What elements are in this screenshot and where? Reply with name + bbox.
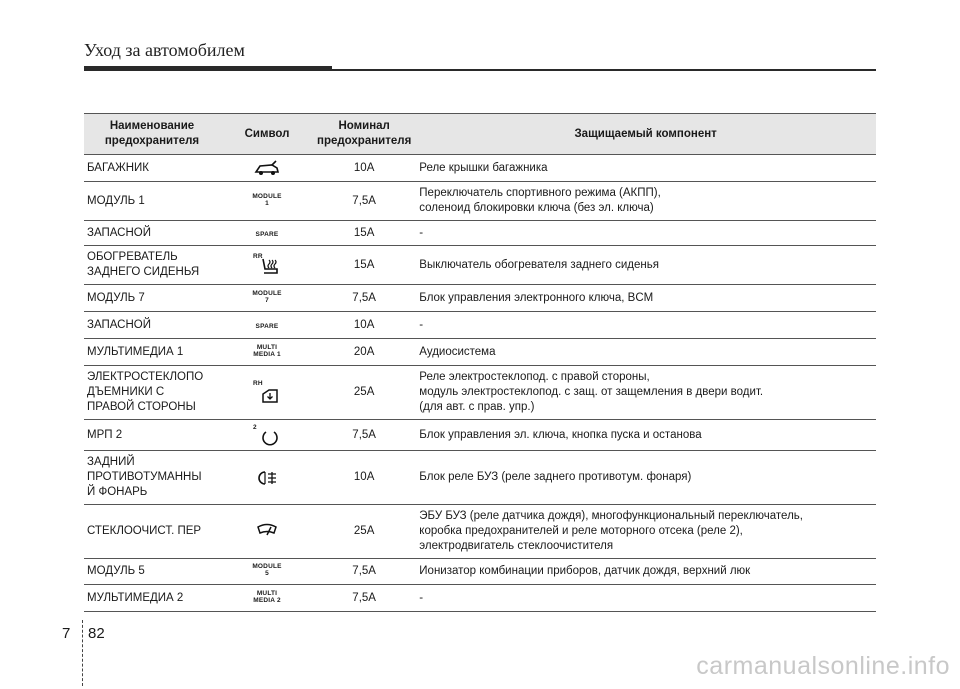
- table-row: [84, 285, 876, 312]
- fuse-rating: 15А: [313, 246, 415, 285]
- fuse-rating: 7,5А: [313, 420, 415, 451]
- table-row: [84, 155, 876, 182]
- table-row: [84, 505, 876, 559]
- fuse-symbol-label: RR: [253, 253, 263, 260]
- fuse-symbol: [221, 451, 313, 505]
- fuse-symbol-label: MODULE 5: [252, 563, 282, 577]
- table-header-row: [84, 114, 876, 155]
- seat-heater-icon: [259, 257, 281, 277]
- fuse-symbol-label: MODULE 7: [252, 289, 282, 304]
- fuse-component: Переключатель спортивного режима (АКПП), соленоид блокировки ключа (без эл. ключа): [415, 182, 876, 221]
- header-bar-thick: [84, 66, 332, 71]
- fuse-rating: 7,5А: [313, 559, 415, 585]
- fuse-component: Блок управления эл. ключа, кнопка пуска и останова: [415, 420, 876, 451]
- table-row: [84, 420, 876, 451]
- header-rule: [332, 69, 876, 71]
- fuse-component: Аудиосистема: [415, 339, 876, 366]
- fuse-rating: 7,5А: [313, 182, 415, 221]
- fuse-rating: 25А: [313, 366, 415, 420]
- fuse-rating: 15А: [313, 221, 415, 246]
- trunk-icon: [252, 159, 282, 177]
- table-row: [84, 246, 876, 285]
- fuse-component: ЭБУ БУЗ (реле датчика дождя), многофункциональный переключатель, коробка предохранителей и реле моторного отсека (реле 2), электродвигатель стеклоочистителя: [415, 505, 876, 559]
- fuse-name: ЭЛЕКТРОСТЕКЛОПО ДЪЕМНИКИ С ПРАВОЙ СТОРОНЫ: [84, 366, 221, 420]
- fuse-symbol: [221, 585, 313, 612]
- footer-divider: [82, 620, 84, 686]
- table-row: [84, 221, 876, 246]
- fuse-symbol: [221, 246, 313, 285]
- fuse-symbol: [221, 559, 313, 585]
- fuse-symbol: [221, 155, 313, 182]
- fuse-symbol: [221, 182, 313, 221]
- fuse-name: МУЛЬТИМЕДИА 1: [84, 339, 221, 366]
- fuse-name: МОДУЛЬ 1: [84, 182, 221, 221]
- fuse-component: Реле крышки багажника: [415, 155, 876, 182]
- fuse-symbol-label: SPARE: [255, 322, 279, 330]
- page-number: 82: [88, 625, 105, 642]
- fuse-name: МРП 2: [84, 420, 221, 451]
- column-header-fuse-name: Наименование предохранителя: [84, 114, 221, 155]
- fuse-symbol: [221, 221, 313, 246]
- page-header-title: Уход за автомобилем: [84, 40, 245, 60]
- start-stop-icon: [261, 428, 279, 446]
- fuse-symbol-label: MODULE 1: [252, 192, 282, 207]
- fuse-name: МОДУЛЬ 5: [84, 559, 221, 585]
- fuse-symbol: [221, 339, 313, 366]
- table-row: [84, 339, 876, 366]
- fuse-symbol-label: MULTI MEDIA 2: [253, 589, 281, 604]
- column-header-rating: Номинал предохранителя: [313, 114, 415, 155]
- fuse-symbol: [221, 285, 313, 312]
- fuse-rating: 25А: [313, 505, 415, 559]
- wiper-icon: [255, 523, 279, 539]
- fuse-component: Блок реле БУЗ (реле заднего противотум. фонаря): [415, 451, 876, 505]
- fuse-name: МУЛЬТИМЕДИА 2: [84, 585, 221, 612]
- fuse-rating: 10А: [313, 312, 415, 339]
- fuse-rating: 7,5А: [313, 285, 415, 312]
- table-row: [84, 585, 876, 612]
- fuse-symbol: [221, 312, 313, 339]
- table-row: [84, 451, 876, 505]
- fuse-symbol: [221, 420, 313, 451]
- fuse-component: Блок управления электронного ключа, BCM: [415, 285, 876, 312]
- fuse-rating: 7,5А: [313, 585, 415, 612]
- fuse-component: -: [415, 312, 876, 339]
- fuse-symbol-label: MULTI MEDIA 1: [253, 343, 281, 358]
- fuse-component: -: [415, 585, 876, 612]
- rear-fog-icon: [256, 469, 278, 487]
- fuse-name: БАГАЖНИК: [84, 155, 221, 182]
- fuse-rating: 10А: [313, 155, 415, 182]
- fuse-component: -: [415, 221, 876, 246]
- table-row: [84, 182, 876, 221]
- fuse-name: ОБОГРЕВАТЕЛЬ ЗАДНЕГО СИДЕНЬЯ: [84, 246, 221, 285]
- table-row: [84, 312, 876, 339]
- fuse-name: МОДУЛЬ 7: [84, 285, 221, 312]
- table-row: [84, 366, 876, 420]
- fuse-name: ЗАДНИЙ ПРОТИВОТУМАННЫ Й ФОНАРЬ: [84, 451, 221, 505]
- fuse-symbol: [221, 505, 313, 559]
- fuse-symbol-label: 2: [253, 424, 257, 431]
- fuse-symbol: [221, 366, 313, 420]
- fuse-component: Реле электростеклопод. с правой стороны, модуль электростеклопод. с защ. от защемления в двери водит. (для авт. с прав. упр.): [415, 366, 876, 420]
- column-header-component: Защищаемый компонент: [415, 114, 876, 155]
- fuse-name: СТЕКЛООЧИСТ. ПЕР: [84, 505, 221, 559]
- fuse-table: [84, 113, 876, 612]
- fuse-symbol-label: SPARE: [255, 230, 279, 238]
- fuse-component: Выключатель обогревателя заднего сиденья: [415, 246, 876, 285]
- chapter-number: 7: [62, 625, 71, 642]
- fuse-rating: 20А: [313, 339, 415, 366]
- window-icon: [261, 388, 279, 404]
- table-row: [84, 559, 876, 585]
- fuse-rating: 10А: [313, 451, 415, 505]
- column-header-symbol: Символ: [221, 114, 313, 155]
- fuse-name: ЗАПАСНОЙ: [84, 221, 221, 246]
- fuse-name: ЗАПАСНОЙ: [84, 312, 221, 339]
- watermark: carmanualsonline.info: [696, 652, 950, 680]
- fuse-component: Ионизатор комбинации приборов, датчик дождя, верхний люк: [415, 559, 876, 585]
- fuse-symbol-label: RH: [253, 379, 263, 387]
